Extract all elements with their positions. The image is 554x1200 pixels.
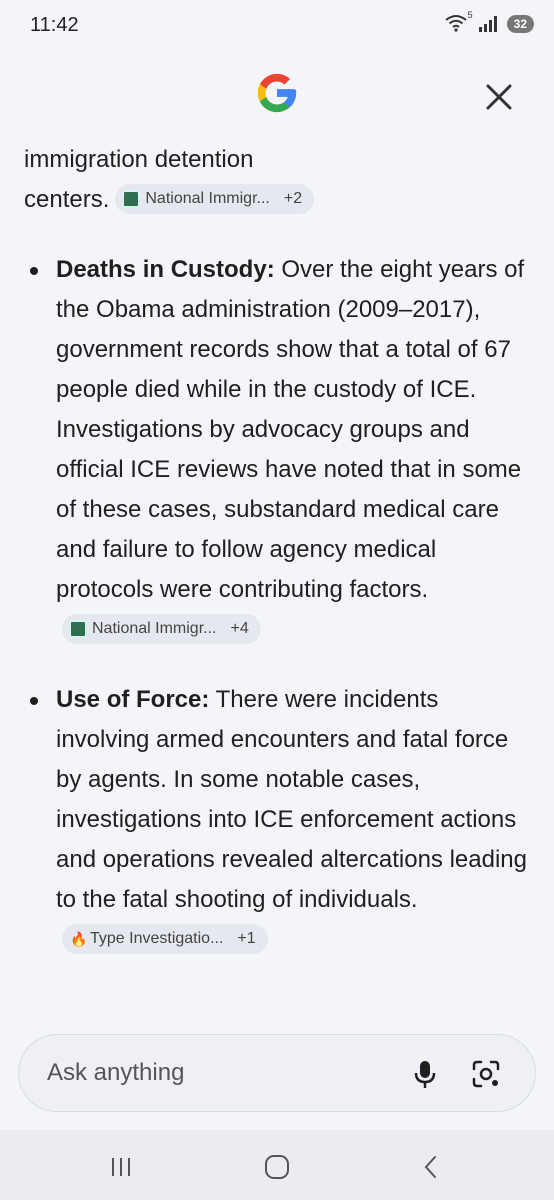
source-chip-count: +4 xyxy=(230,619,249,637)
ask-input-bar[interactable] xyxy=(18,1034,536,1112)
lens-icon[interactable] xyxy=(471,1059,501,1089)
status-icons xyxy=(445,10,534,34)
bullet-title: Use of Force: xyxy=(56,686,210,713)
source-chip-count: +2 xyxy=(283,189,303,207)
clock: 11:42 xyxy=(30,14,79,36)
home-icon[interactable] xyxy=(260,1150,294,1184)
fire-favicon-icon: 🔥 xyxy=(70,930,88,947)
source-chip[interactable] xyxy=(62,924,268,954)
intro-paragraph xyxy=(24,140,534,220)
nijc-favicon-icon xyxy=(70,621,86,637)
google-g-icon xyxy=(254,70,300,116)
source-chip[interactable] xyxy=(62,614,261,644)
bullet-title: Deaths in Custody: xyxy=(56,256,275,283)
bullet-use-of-force xyxy=(24,680,534,960)
top-bar xyxy=(0,62,554,132)
source-chip-label: Type Investigatio... xyxy=(90,929,224,947)
source-chip[interactable] xyxy=(115,184,314,214)
bullet-text: There were incidents involving armed encounters and fatal force by agents. In some notable cases, investigations into ICE enforcement actions and operations revealed altercations leading to the fatal shooting of individuals. xyxy=(56,686,527,913)
wifi-icon xyxy=(445,10,473,34)
wifi-band-label: 5 xyxy=(467,10,473,20)
nijc-favicon-icon xyxy=(123,191,139,207)
answer-content xyxy=(24,140,534,960)
battery-badge: 32 xyxy=(507,15,534,33)
recents-icon[interactable] xyxy=(104,1150,138,1184)
intro-line-1: immigration detention xyxy=(24,146,254,173)
system-nav-bar xyxy=(0,1130,554,1200)
signal-icon xyxy=(479,16,497,32)
source-chip-count: +1 xyxy=(237,929,256,947)
bullet-text: Over the eight years of the Obama administration (2009–2017), government records show that a total of 67 people died while in the custody of ICE. Investigations by advocacy groups and official ICE reviews have noted that in some of these cases, substandard medical care and failure to follow agency medical protocols were contributing factors. xyxy=(56,256,525,603)
mic-icon[interactable] xyxy=(411,1059,439,1089)
ask-input[interactable]: Ask anything xyxy=(47,1059,185,1086)
intro-line-2: centers. xyxy=(24,186,110,213)
source-chip-label: National Immigr... xyxy=(145,189,270,207)
bullet-deaths-in-custody xyxy=(24,250,534,650)
close-icon[interactable] xyxy=(482,80,516,114)
back-icon[interactable] xyxy=(414,1150,448,1184)
status-bar xyxy=(0,0,554,52)
source-chip-label: National Immigr... xyxy=(92,619,217,637)
